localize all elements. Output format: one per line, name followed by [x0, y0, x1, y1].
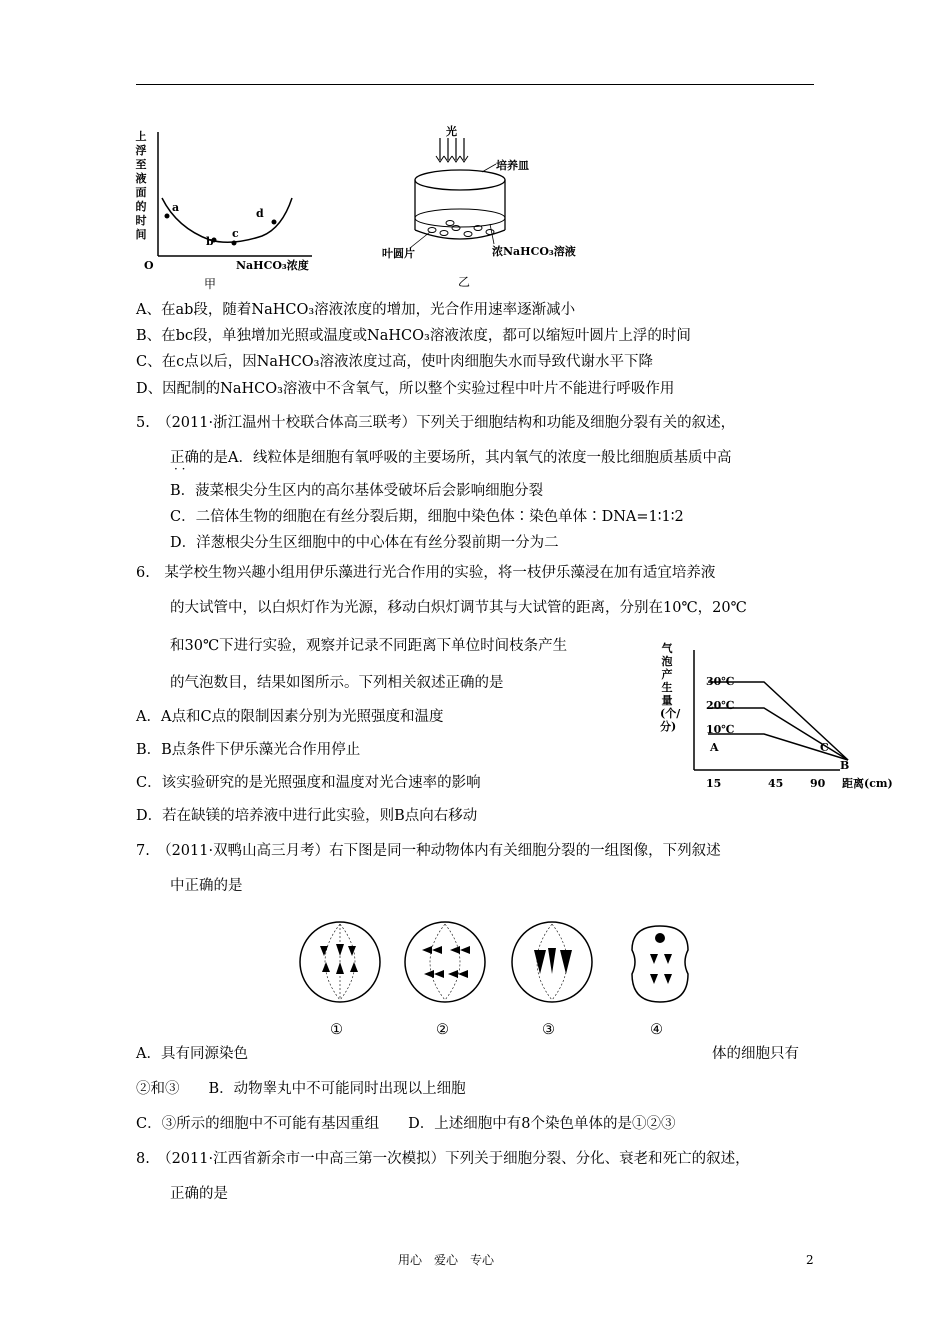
cell-label-4: ④ [650, 1022, 663, 1038]
q7-option-a-left: A．具有同源染色 [136, 1046, 248, 1062]
figure-yi-dish [370, 120, 570, 290]
q6-stem-1: 6. 某学校生物兴趣小组用伊乐藻进行光合作用的实验，将一枝伊乐藻浸在加有适宜培养液 [136, 565, 716, 581]
figure-yi [370, 120, 576, 290]
light-label: 光 [446, 125, 457, 138]
q5-option-b: B．菠菜根尖分生区内的高尔基体受破坏后会影响细胞分裂 [170, 483, 544, 499]
q7-line-3: C．③所示的细胞中不可能有基因重组 D．上述细胞中有8个染色单体的是①②③ [136, 1116, 676, 1132]
point-label-b: B [840, 759, 850, 772]
q6-option-d: D．若在缺镁的培养液中进行此实验，则B点向右移动 [136, 808, 478, 824]
cell-label-1: ① [330, 1022, 343, 1038]
bubble-chart-plot [650, 640, 940, 800]
point-d: d [256, 207, 264, 220]
series-label-30: 30℃ [706, 675, 735, 688]
point-a: a [172, 201, 180, 214]
point-label-a: A [710, 741, 719, 754]
q6-option-c: C．该实验研究的是光照强度和温度对光合速率的影响 [136, 775, 481, 791]
series-label-10: 10℃ [706, 723, 735, 736]
q7-line-2: ②和③ B．动物睾丸中不可能同时出现以上细胞 [136, 1081, 466, 1097]
bubble-chart-ylabel: 气泡产生量(个/分) [660, 642, 681, 733]
cell-label-2: ② [436, 1022, 449, 1038]
cell-division-figure [290, 910, 710, 1040]
q5-stem-1: 5. （2011·浙江温州十校联合体高三联考）下列关于细胞结构和功能及细胞分裂有关的叙述， [136, 415, 736, 431]
x-tick-15: 15 [706, 777, 722, 790]
q4-option-d: D、因配制的NaHCO₃溶液中不含氧气，所以整个实验过程中叶片不能进行呼吸作用 [136, 381, 675, 397]
x-tick-45: 45 [768, 777, 784, 790]
q7-stem-1: 7. （2011·双鸭山高三月考）右下图是同一种动物体内有关细胞分裂的一组图像，下列叙述 [136, 843, 721, 859]
q6-stem-2: 的大试管中，以白炽灯作为光源，移动白炽灯调节其与大试管的距离，分别在10℃，20℃ [170, 600, 747, 616]
q6-option-a: A．A点和C点的限制因素分别为光照强度和温度 [136, 709, 444, 725]
page-number: 2 [806, 1253, 814, 1267]
dish-label: 培养皿 [496, 159, 529, 172]
emphasis-dots: · · [174, 462, 186, 476]
x-tick-90: 90 [810, 777, 826, 790]
q5-stem-2: 正确的是A．线粒体是细胞有氧呼吸的主要场所，其内氧气的浓度一般比细胞质基质中高 [170, 450, 732, 466]
q7-stem-2: 中正确的是 [170, 878, 243, 894]
cell-label-3: ③ [542, 1022, 555, 1038]
solution-label: 浓NaHCO₃溶液 [492, 245, 576, 258]
q6-stem-3: 和30℃下进行实验，观察并记录不同距离下单位时间枝条产生 [170, 638, 568, 654]
q4-option-a: A、在ab段，随着NaHCO₃溶液浓度的增加，光合作用速率逐渐减小 [136, 302, 576, 318]
origin-label: O [144, 259, 154, 272]
cell-images [290, 910, 710, 1040]
point-label-c: C [820, 741, 829, 754]
point-c: c [232, 227, 239, 240]
q6-stem-4: 的气泡数目，结果如图所示。下列相关叙述正确的是 [170, 675, 504, 691]
q7-option-a-right: 体的细胞只有 [712, 1046, 799, 1062]
header-rule [136, 84, 814, 85]
q4-option-b: B、在bc段，单独增加光照或温度或NaHCO₃溶液浓度，都可以缩短叶圆片上浮的时间 [136, 328, 691, 344]
figure-jia [132, 128, 332, 291]
leaf-label: 叶圆片 [382, 247, 415, 260]
bubble-chart [650, 640, 940, 800]
figure-yi-caption: 乙 [458, 275, 471, 289]
figure-jia-ylabel: 上 浮 至 液 面 的 时 间 [135, 130, 147, 241]
point-b: b [206, 235, 214, 248]
q4-option-c: C、在c点以后，因NaHCO₃溶液浓度过高，使叶肉细胞失水而导致代谢水平下降 [136, 354, 653, 370]
series-label-20: 20℃ [706, 699, 735, 712]
figure-jia-caption: 甲 [204, 277, 217, 291]
q8-stem-2: 正确的是 [170, 1186, 228, 1202]
bubble-chart-xlabel: 距离(cm) [842, 777, 893, 790]
footer-motto: 用心 爱心 专心 [398, 1253, 495, 1267]
q8-stem-1: 8. （2011·江西省新余市一中高三第一次模拟）下列关于细胞分裂、分化、衰老和死亡的叙述， [136, 1151, 750, 1167]
q6-option-b: B．B点条件下伊乐藻光合作用停止 [136, 742, 361, 758]
q5-option-d: D．洋葱根尖分生区细胞中的中心体在有丝分裂前期一分为二 [170, 535, 559, 551]
figure-jia-xlabel: NaHCO₃浓度 [236, 259, 309, 272]
q5-option-c: C．二倍体生物的细胞在有丝分裂后期，细胞中染色体∶染色单体∶DNA=1∶1∶2 [170, 509, 684, 525]
